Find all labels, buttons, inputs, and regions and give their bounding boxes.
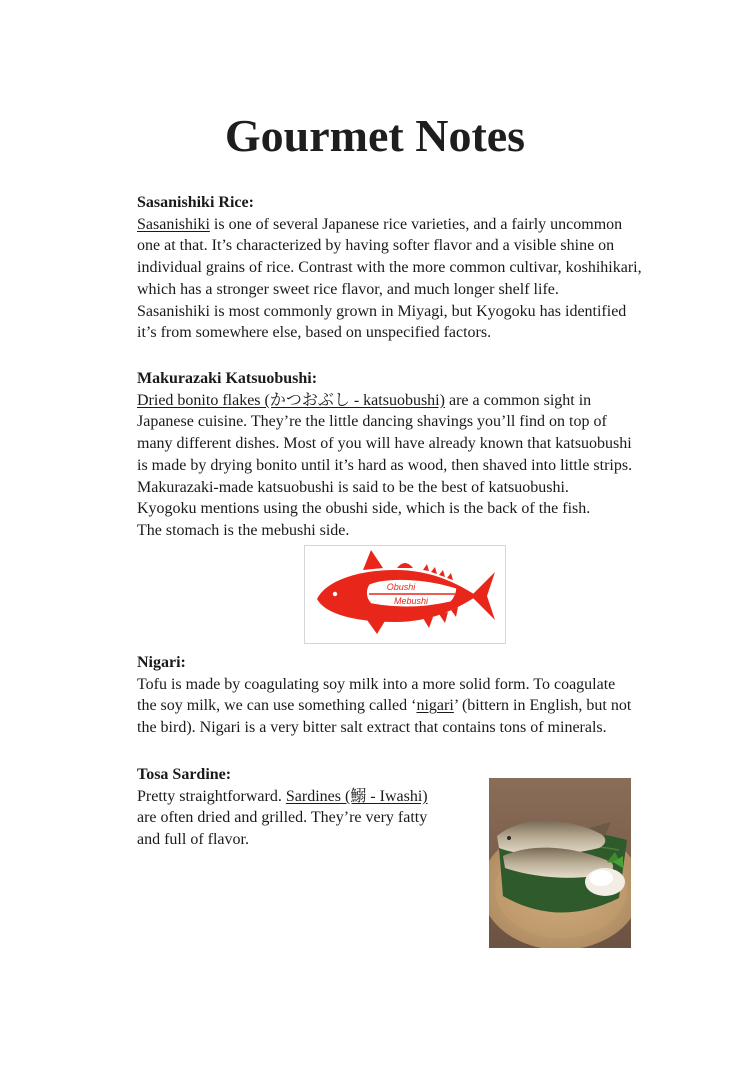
body-line: one at that. It’s characterized by having softer flavor and a visible shine on	[137, 237, 615, 255]
body-line: individual grains of rice. Contrast with the more common cultivar, koshihikari,	[137, 259, 642, 277]
body-line: are often dried and grilled. They’re very fatty	[137, 809, 428, 827]
body-line: ’ (bittern in English, but not	[453, 697, 632, 715]
section-makurazaki-katsuobushi	[137, 368, 677, 542]
body-line: many different dishes. Most of you will have already known that katsuobushi	[137, 435, 632, 453]
body-line: Sasanishiki is most commonly grown in Miyagi, but Kyogoku has identified	[137, 302, 627, 320]
section-body	[137, 390, 677, 542]
section-heading: Tosa Sardine:	[137, 766, 232, 783]
body-line: is one of several Japanese rice varieties, and a fairly uncommon	[209, 215, 623, 233]
body-line: the bird). Nigari is a very bitter salt extract that contains tons of minerals.	[137, 719, 607, 737]
section-heading: Makurazaki Katsuobushi:	[137, 370, 318, 387]
grilled-sardine-photo	[489, 778, 631, 948]
body-line: Japanese cuisine. They’re the little dancing shavings you’ll find on top of	[137, 413, 607, 431]
section-heading: Sasanishiki Rice:	[137, 194, 254, 211]
body-line: Pretty straightforward.	[137, 787, 286, 805]
section-tosa-sardine	[137, 764, 457, 851]
body-line: is made by drying bonito until it’s hard as wood, then shaved into little strips.	[137, 456, 633, 474]
section-body	[137, 786, 457, 851]
body-line: The stomach is the mebushi side.	[137, 521, 350, 539]
bonito-fish-icon	[305, 546, 505, 643]
katsuobushi-link[interactable]: Dried bonito flakes (かつおぶし - katsuobushi)	[137, 391, 445, 409]
body-line: and full of flavor.	[137, 831, 249, 849]
section-nigari	[137, 652, 677, 739]
sardines-link[interactable]: Sardines (鰯 - Iwashi)	[285, 787, 428, 805]
nigari-link[interactable]: nigari	[416, 697, 454, 715]
body-line: Makurazaki-made katsuobushi is said to be the best of katsuobushi.	[137, 478, 569, 496]
section-body	[137, 674, 677, 739]
mebushi-label: Mebushi	[393, 596, 429, 606]
body-line: the soy milk, we can use something called ‘	[137, 697, 417, 715]
body-line: Tofu is made by coagulating soy milk into a more solid form. To coagulate	[137, 675, 616, 693]
obushi-label: Obushi	[386, 582, 416, 592]
section-sasanishiki-rice	[137, 192, 677, 344]
body-line: Kyogoku mentions using the obushi side, which is the back of the fish.	[137, 500, 591, 518]
page-title: Gourmet Notes	[224, 110, 526, 161]
section-body	[137, 214, 677, 344]
body-line: which has a stronger sweet rice flavor, and much longer shelf life.	[137, 280, 559, 298]
body-line: are a common sight in	[444, 391, 592, 409]
bonito-cut-diagram	[304, 545, 506, 644]
body-line: it’s from somewhere else, based on unspecified factors.	[137, 324, 492, 342]
section-heading: Nigari:	[137, 654, 186, 671]
sasanishiki-link[interactable]: Sasanishiki	[137, 215, 210, 233]
